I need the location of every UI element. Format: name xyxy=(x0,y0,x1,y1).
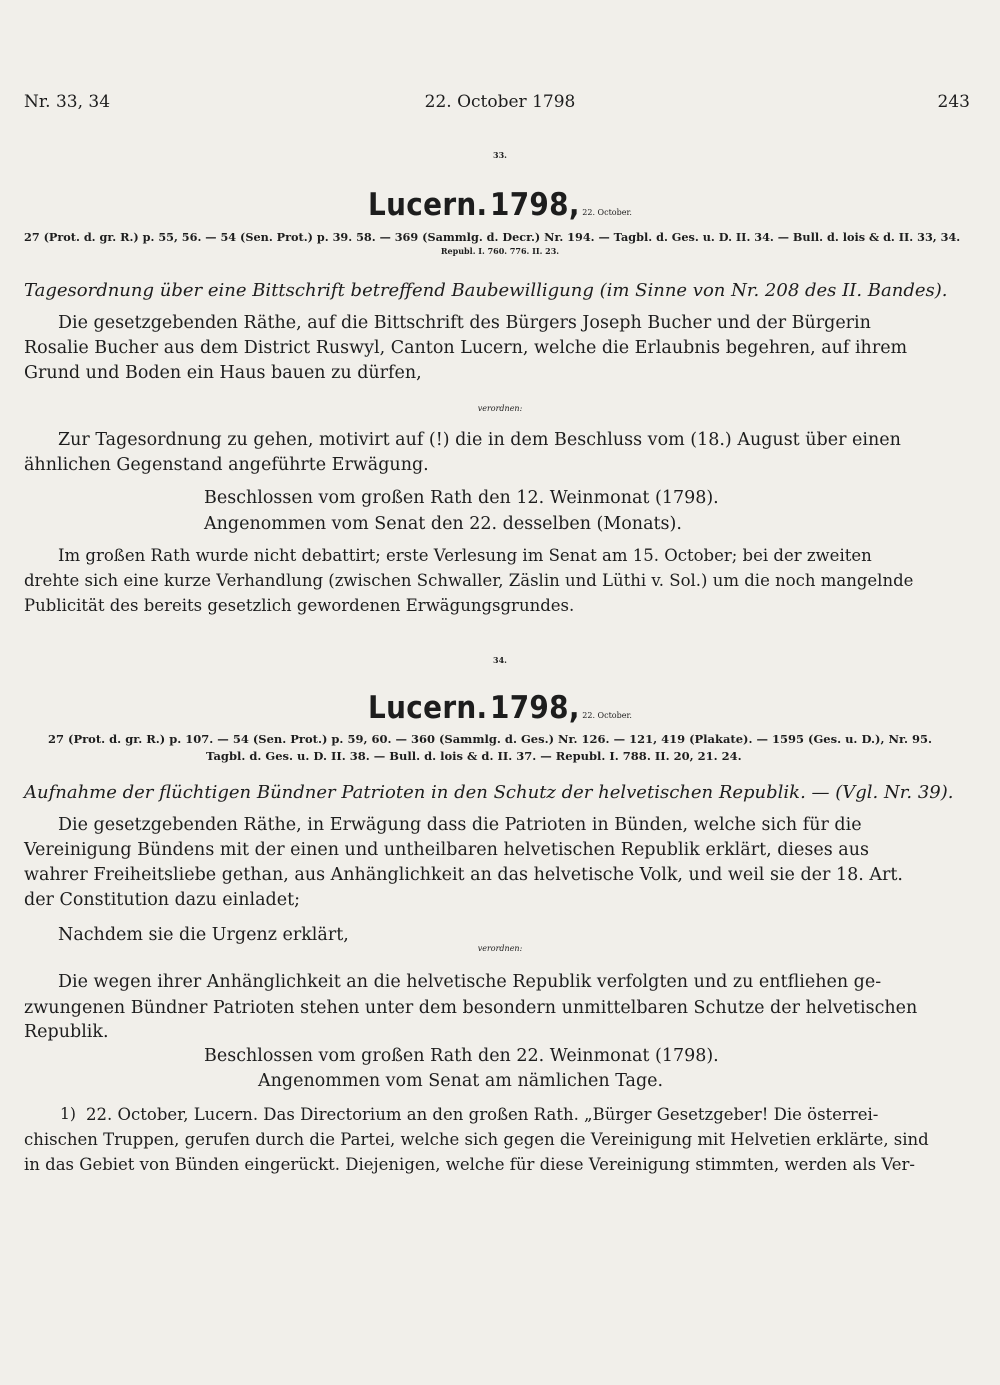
footnote-marker: 1) xyxy=(60,1105,76,1123)
doc33-note-line2: drehte sich eine kurze Verhandlung (zwischen Schwaller, Zäslin und Lüthi v. Sol.) um die noch mangelnde xyxy=(24,571,914,590)
doc34-para1-line2: Vereinigung Bündens mit der einen und untheilbaren helvetischen Republik erklärt, dieses aus xyxy=(24,840,869,860)
doc34-sources-1: 27 (Prot. d. gr. R.) p. 107. — 54 (Sen. Prot.) p. 59, 60. — 360 (Sammlg. d. Ges.) Nr. 126. — 121, 419 (Plakate). — 1595 (Ges. u. D.), Nr. 95. xyxy=(48,732,932,746)
doc33-angenommen: Angenommen vom Senat den 22. desselben (Monats). xyxy=(204,514,682,534)
doc34-para1-line1: Die gesetzgebenden Räthe, in Erwägung dass die Patrioten in Bünden, welche sich für die xyxy=(58,815,862,835)
doc34-para3-line1: Die wegen ihrer Anhänglichkeit an die helvetische Republik verfolgten und zu entfliehen ge- xyxy=(58,972,882,992)
doc34-sources-2: Tagbl. d. Ges. u. D. II. 38. — Bull. d. lois & d. II. 37. — Republ. I. 788. II. 20, 21. 24. xyxy=(206,749,742,763)
doc33-sources-2: Republ. I. 760. 776. II. 23. xyxy=(440,246,560,256)
page-number: 243 xyxy=(937,92,970,112)
doc33-title xyxy=(0,187,1000,223)
doc33-title-place: Lucern. xyxy=(368,187,488,223)
doc33-para2-line2: ähnlichen Gegenstand angeführte Erwägung. xyxy=(24,455,429,475)
footnote-line1: 22. October, Lucern. Das Directorium an den großen Rath. „Bürger Gesetzgeber! Die österrei- xyxy=(86,1105,879,1124)
doc34-number: 34. xyxy=(493,655,507,665)
doc33-note-line3: Publicität des bereits gesetzlich gewordenen Erwägungsgrundes. xyxy=(24,596,575,615)
doc34-title xyxy=(0,690,1000,726)
doc34-beschlossen: Beschlossen vom großen Rath den 22. Weinmonat (1798). xyxy=(204,1046,719,1066)
doc34-verordnen: verordnen: xyxy=(477,944,523,953)
doc33-title-date: 22. October. xyxy=(582,208,632,217)
doc33-para2-line1: Zur Tagesordnung zu gehen, motivirt auf (!) die in dem Beschluss vom (18.) August über einen xyxy=(58,430,901,450)
doc34-para3-line3: Republik. xyxy=(24,1022,109,1042)
doc33-subject: Tagesordnung über eine Bittschrift betreffend Baubewilligung (im Sinne von Nr. 208 des II. Bandes). xyxy=(24,280,948,301)
doc33-para1-line1: Die gesetzgebenden Räthe, auf die Bittschrift des Bürgers Joseph Bucher und der Bürgerin xyxy=(58,313,871,333)
header-left: Nr. 33, 34 xyxy=(24,92,111,112)
doc33-note-line1: Im großen Rath wurde nicht debattirt; erste Verlesung im Senat am 15. October; bei der zweiten xyxy=(58,546,872,565)
footnote-line3: in das Gebiet von Bünden eingerückt. Diejenigen, welche für diese Vereinigung stimmten, werden als Ver- xyxy=(24,1155,915,1174)
doc34-title-year: 1798, xyxy=(490,690,580,726)
doc33-sources-1: 27 (Prot. d. gr. R.) p. 55, 56. — 54 (Sen. Prot.) p. 39. 58. — 369 (Sammlg. d. Decr.) Nr. 194. — Tagbl. d. Ges. u. D. II. 34. — Bull. d. lois & d. II. 33, 34. xyxy=(24,230,961,244)
doc34-subject: Aufnahme der flüchtigen Bündner Patrioten in den Schutz der helvetischen Republik. — (Vgl. Nr. 39). xyxy=(24,782,954,803)
doc34-para1-line4: der Constitution dazu einladet; xyxy=(24,890,301,910)
footnote-line2: chischen Truppen, gerufen durch die Partei, welche sich gegen die Vereinigung mit Helvetien erklärte, sind xyxy=(24,1130,929,1149)
doc34-para3-line2: zwungenen Bündner Patrioten stehen unter dem besondern unmittelbaren Schutze der helvetischen xyxy=(24,998,918,1018)
doc34-para1-line3: wahrer Freiheitsliebe gethan, aus Anhänglichkeit an das helvetische Volk, und weil sie der 18. Art. xyxy=(24,865,903,885)
doc33-number: 33. xyxy=(493,150,507,160)
doc33-title-year: 1798, xyxy=(490,187,580,223)
doc34-angenommen: Angenommen vom Senat am nämlichen Tage. xyxy=(258,1071,664,1091)
doc33-para1-line2: Rosalie Bucher aus dem District Ruswyl, Canton Lucern, welche die Erlaubnis begehren, auf ihrem xyxy=(24,338,908,358)
doc33-para1-line3: Grund und Boden ein Haus bauen zu dürfen, xyxy=(24,363,422,383)
doc33-beschlossen: Beschlossen vom großen Rath den 12. Weinmonat (1798). xyxy=(204,488,719,508)
header-center: 22. October 1798 xyxy=(424,92,576,112)
doc34-title-place: Lucern. xyxy=(368,690,488,726)
doc34-title-date: 22. October. xyxy=(582,711,632,720)
doc34-para2: Nachdem sie die Urgenz erklärt, xyxy=(58,925,349,945)
doc33-verordnen: verordnen: xyxy=(477,404,523,413)
